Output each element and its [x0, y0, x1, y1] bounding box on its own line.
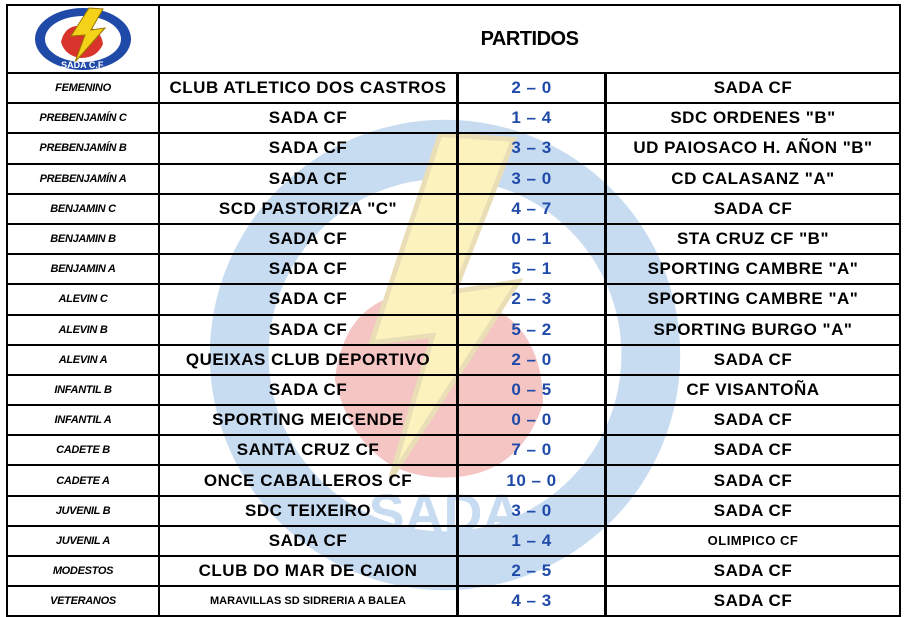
score-cell: 10 – 0 [459, 466, 607, 494]
category-cell: INFANTIL B [8, 376, 160, 404]
category-cell: FEMENINO [8, 74, 160, 102]
score-cell: 4 – 3 [459, 587, 607, 615]
away-team-cell: SADA CF [713, 500, 793, 520]
home-team-cell: SADA CF [160, 134, 459, 162]
score-cell: 2 – 5 [459, 557, 607, 585]
category-cell: VETERANOS [8, 587, 160, 615]
score-cell: 2 – 0 [459, 346, 607, 374]
table-row [8, 225, 899, 255]
category-cell: ALEVIN B [8, 316, 160, 344]
away-team-cell: OLIMPICO CF [707, 533, 799, 549]
away-team-cell: CD CALASANZ "A" [671, 168, 835, 188]
away-team-cell: CF VISANTOÑA [686, 379, 820, 399]
home-team-cell: MARAVILLAS SD SIDRERIA A BALEA [160, 587, 459, 615]
home-team-cell: SADA CF [160, 165, 459, 193]
score-cell: 1 – 4 [459, 527, 607, 555]
home-team-cell: SADA CF [160, 376, 459, 404]
category-cell: INFANTIL A [8, 406, 160, 434]
home-team-cell: QUEIXAS CLUB DEPORTIVO [160, 346, 459, 374]
category-cell: ALEVIN A [8, 346, 160, 374]
table-row [8, 406, 899, 436]
table-row [8, 376, 899, 406]
category-cell: JUVENIL A [8, 527, 160, 555]
home-team-cell: SCD PASTORIZA "C" [160, 195, 459, 223]
category-cell: CADETE B [8, 436, 160, 464]
category-cell: BENJAMIN B [8, 225, 160, 253]
table-row [8, 74, 899, 104]
category-cell: BENJAMIN A [8, 255, 160, 283]
svg-text:SADA: SADA [368, 483, 522, 544]
score-cell: 5 – 1 [459, 255, 607, 283]
away-team-cell: SADA CF [713, 349, 793, 369]
score-cell: 4 – 7 [459, 195, 607, 223]
home-team-cell: SDC TEIXEIRO [160, 497, 459, 525]
score-cell: 5 – 2 [459, 316, 607, 344]
table-row [8, 527, 899, 557]
home-team-cell: SADA CF [160, 285, 459, 313]
results-sheet [6, 4, 901, 617]
home-team-cell: SADA CF [160, 104, 459, 132]
away-team-cell: SADA CF [713, 470, 793, 490]
table-row [8, 557, 899, 587]
table-row [8, 436, 899, 466]
score-cell: 0 – 5 [459, 376, 607, 404]
score-cell: 3 – 0 [459, 165, 607, 193]
away-team-cell: SADA CF [713, 410, 793, 430]
crest-icon [31, 6, 135, 72]
category-cell: PREBENJAMÍN C [8, 104, 160, 132]
home-team-cell: CLUB ATLETICO DOS CASTROS [160, 74, 459, 102]
home-team-cell: SADA CF [160, 316, 459, 344]
category-cell: BENJAMIN C [8, 195, 160, 223]
score-cell: 0 – 0 [459, 406, 607, 434]
away-team-cell: SADA CF [713, 440, 793, 460]
away-team-cell: SDC ORDENES "B" [670, 108, 836, 128]
table-row [8, 104, 899, 134]
table-row [8, 346, 899, 376]
away-team-cell: SADA CF [713, 591, 793, 611]
category-cell: PREBENJAMÍN A [8, 165, 160, 193]
home-team-cell: SANTA CRUZ CF [160, 436, 459, 464]
score-cell: 2 – 3 [459, 285, 607, 313]
home-team-cell: ONCE CABALLEROS CF [160, 466, 459, 494]
table-row [8, 255, 899, 285]
away-team-cell: STA CRUZ CF "B" [676, 229, 830, 249]
table-row [8, 165, 899, 195]
score-cell: 1 – 4 [459, 104, 607, 132]
home-team-cell: SADA CF [160, 225, 459, 253]
away-team-cell: SADA CF [713, 561, 793, 581]
header-row [6, 4, 901, 74]
category-cell: JUVENIL B [8, 497, 160, 525]
score-cell: 3 – 0 [459, 497, 607, 525]
away-team-cell: SADA CF [713, 78, 793, 98]
category-cell: MODESTOS [8, 557, 160, 585]
away-team-cell: UD PAIOSACO H. AÑON "B" [633, 138, 873, 158]
score-cell: 0 – 1 [459, 225, 607, 253]
table-row [8, 466, 899, 496]
table-row [8, 316, 899, 346]
page-title: PARTIDOS [480, 27, 579, 50]
score-cell: 3 – 3 [459, 134, 607, 162]
away-team-cell: SADA CF [713, 198, 793, 218]
table-row [8, 587, 899, 617]
matches-table [6, 74, 901, 617]
logo-text: SADA C.F. [61, 60, 105, 70]
category-cell: PREBENJAMÍN B [8, 134, 160, 162]
category-cell: CADETE A [8, 466, 160, 494]
home-team-cell: SPORTING MEICENDE [160, 406, 459, 434]
away-team-cell: SPORTING BURGO "A" [653, 319, 853, 339]
score-cell: 2 – 0 [459, 74, 607, 102]
home-team-cell: SADA CF [160, 527, 459, 555]
score-cell: 7 – 0 [459, 436, 607, 464]
home-team-cell: SADA CF [160, 255, 459, 283]
club-logo [8, 6, 160, 72]
home-team-cell: CLUB DO MAR DE CAION [160, 557, 459, 585]
category-cell: ALEVIN C [8, 285, 160, 313]
table-row [8, 195, 899, 225]
away-team-cell: SPORTING CAMBRE "A" [647, 289, 859, 309]
table-row [8, 134, 899, 164]
away-team-cell: SPORTING CAMBRE "A" [647, 259, 859, 279]
table-row [8, 497, 899, 527]
table-row [8, 285, 899, 315]
